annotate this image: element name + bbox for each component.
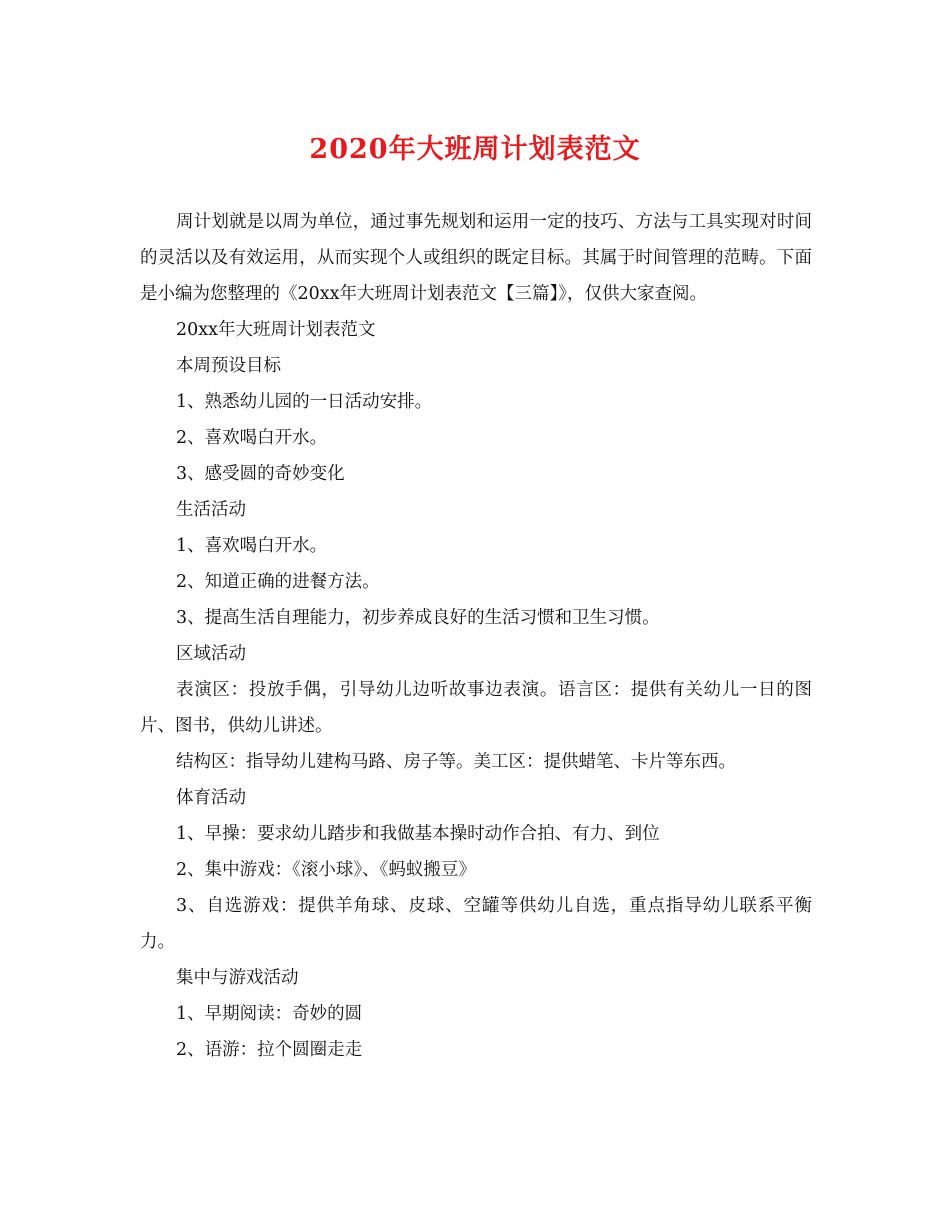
- section-heading: 集中与游戏活动: [176, 968, 299, 988]
- list-item: 2、喜欢喝白开水。: [176, 428, 328, 448]
- list-item: 1、熟悉幼儿园的一日活动安排。: [176, 392, 433, 412]
- list-item: 1、早操：要求幼儿踏步和我做基本操时动作合拍、有力、到位: [176, 824, 660, 844]
- section-heading: 生活活动: [176, 500, 246, 520]
- section-heading: 区域活动: [176, 644, 246, 664]
- list-item: 1、喜欢喝白开水。: [176, 536, 328, 556]
- body-paragraph: 表演区：投放手偶，引导幼儿边听故事边表演。语言区：提供有关幼儿一日的图片、图书，供幼儿讲述。: [140, 680, 812, 736]
- list-item: 1、早期阅读：奇妙的圆: [176, 1004, 363, 1024]
- list-item: 2、知道正确的进餐方法。: [176, 572, 380, 592]
- document-title: 2020年大班周计划表范文: [309, 134, 641, 165]
- list-item: 3、感受圆的奇妙变化: [176, 464, 345, 484]
- list-item: 2、集中游戏：《滚小球》、《蚂蚁搬豆》: [176, 860, 476, 880]
- section-heading: 体育活动: [176, 788, 246, 808]
- document-body: [140, 204, 812, 1068]
- section-heading: 20xx年大班周计划表范文: [176, 320, 376, 340]
- list-item: 3、自选游戏：提供羊角球、皮球、空罐等供幼儿自选，重点指导幼儿联系平衡力。: [140, 896, 812, 952]
- body-paragraph: 结构区：指导幼儿建构马路、房子等。美工区：提供蜡笔、卡片等东西。: [176, 752, 736, 772]
- section-heading: 本周预设目标: [176, 356, 281, 376]
- intro-paragraph: 周计划就是以周为单位，通过事先规划和运用一定的技巧、方法与工具实现对时间的灵活以及有效运用，从而实现个人或组织的既定目标。其属于时间管理的范畴。下面是小编为您整理的《20xx年大班周计划表范文【三篇】》，仅供大家查阅。: [140, 212, 812, 304]
- list-item: 2、语游：拉个圆圈走走: [176, 1040, 363, 1060]
- list-item: 3、提高生活自理能力，初步养成良好的生活习惯和卫生习惯。: [176, 608, 660, 628]
